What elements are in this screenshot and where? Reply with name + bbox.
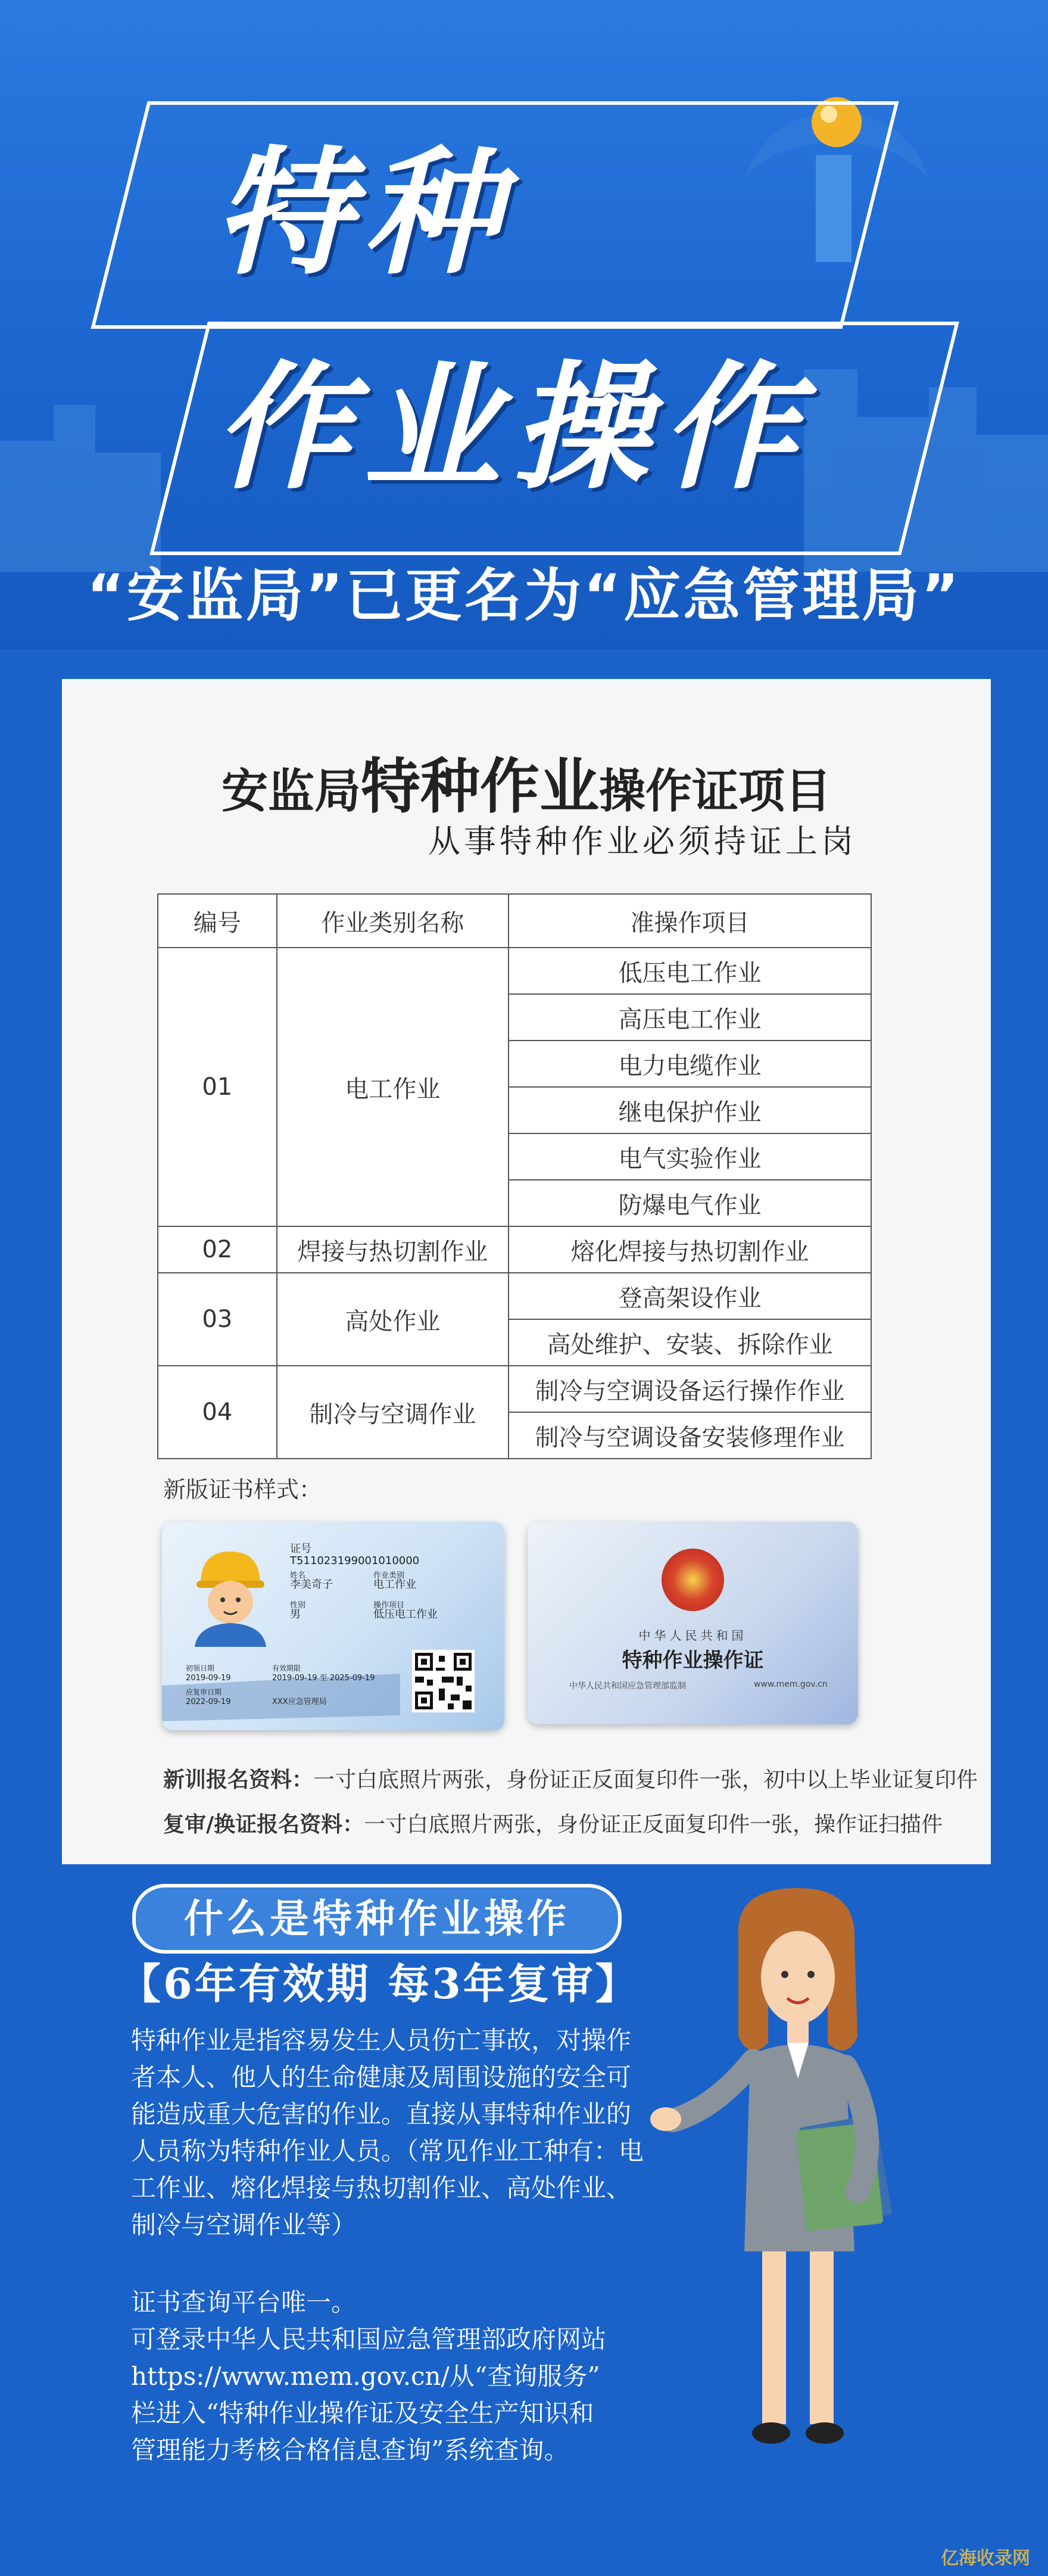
first-date-label: 初领日期	[186, 1664, 215, 1672]
group-number: 04	[158, 1366, 277, 1459]
holder-item: 低压电工作业	[373, 1608, 438, 1621]
query-line: 管理能力考核合格信息查询”系统查询。	[131, 2435, 569, 2465]
national-emblem-icon	[662, 1549, 724, 1611]
qr-code-icon	[412, 1650, 475, 1712]
item-cell: 电气实验作业	[509, 1133, 871, 1180]
renewal-label: 复审/换证报名资料：	[163, 1812, 364, 1837]
document-title-prefix: 安监局	[221, 765, 361, 818]
item-cell: 高处维护、安装、拆除作业	[509, 1319, 871, 1366]
document-title-suffix: 操作证项目	[599, 765, 832, 818]
group-number: 03	[158, 1273, 277, 1366]
document-title	[62, 739, 991, 824]
renewal-note	[163, 1808, 943, 1838]
card-title: 特种作业操作证	[622, 1649, 764, 1672]
group-number: 02	[158, 1226, 277, 1273]
query-line: 栏进入“特种作业操作证及安全生产知识和	[131, 2399, 594, 2428]
valid-period: 2019-09-19 至 2025-09-19	[272, 1674, 375, 1683]
item-cell: 防爆电气作业	[509, 1180, 871, 1226]
item-cell: 继电保护作业	[509, 1087, 871, 1133]
holder-category: 电工作业	[373, 1578, 416, 1591]
certificate-card-back	[528, 1522, 858, 1724]
query-line: 可登录中华人民共和国应急管理部政府网站	[131, 2325, 607, 2354]
holder-gender: 男	[290, 1608, 301, 1621]
new-training-note	[163, 1763, 978, 1793]
query-instructions	[131, 2284, 667, 2469]
renewal-text: 一寸白底照片两张，身份证正反面复印件一张，操作证扫描件	[364, 1812, 943, 1837]
query-line: https://www.mem.gov.cn/从“查询服务”	[131, 2362, 600, 2391]
item-cell: 熔化焊接与热切割作业	[509, 1226, 871, 1273]
card-issuer: XXX应急管理局	[272, 1697, 327, 1706]
table-row	[158, 1273, 871, 1319]
category-label: 作业类别	[373, 1571, 405, 1580]
cert-number: T511023199001010000	[290, 1555, 420, 1567]
gender-label: 性别	[290, 1601, 306, 1610]
card-country: 中华人民共和国	[638, 1628, 747, 1643]
item-cell: 低压电工作业	[509, 948, 871, 994]
title-line-1: 特种	[214, 135, 512, 294]
validity-banner: 【6年有效期 每3年复审】	[119, 1959, 640, 2008]
cert-number-label: 证号	[290, 1543, 311, 1555]
group-category: 高处作业	[277, 1273, 509, 1366]
table-row	[158, 1226, 871, 1273]
review-date: 2022-09-19	[186, 1697, 231, 1706]
card-supervisor: 中华人民共和国应急管理部监制	[569, 1681, 686, 1691]
new-training-label: 新训报名资料：	[163, 1768, 314, 1792]
site-watermark: 亿海收录网	[941, 2548, 1030, 2569]
section-heading-pill: 什么是特种作业操作	[132, 1884, 622, 1954]
card-url: www.mem.gov.cn	[754, 1680, 828, 1689]
group-category: 电工作业	[277, 948, 509, 1226]
certificate-card-front	[162, 1522, 504, 1730]
table-header-row	[158, 894, 871, 948]
item-cell: 制冷与空调设备运行操作作业	[509, 1366, 871, 1412]
table-row	[158, 1366, 871, 1412]
item-cell: 电力电缆作业	[509, 1041, 871, 1087]
header-banner	[0, 0, 1048, 649]
review-date-label: 应复审日期	[186, 1688, 222, 1696]
header-number: 编号	[158, 894, 277, 948]
new-training-text: 一寸白底照片两张，身份证正反面复印件一张，初中以上毕业证复印件	[313, 1768, 978, 1792]
presenter-woman-illustration	[649, 1882, 917, 2478]
document-title-highlight: 特种作业	[361, 752, 599, 821]
group-category: 焊接与热切割作业	[277, 1226, 509, 1273]
document-subtitle: 从事特种作业必须持证上岗	[428, 823, 857, 860]
certificate-info-panel	[62, 679, 991, 1864]
worker-avatar-icon	[186, 1543, 275, 1647]
sample-label: 新版证书样式：	[163, 1477, 322, 1503]
header-subtitle: “安监局”已更名为“应急管理局”	[86, 562, 962, 629]
query-line: 证书查询平台唯一。	[131, 2288, 357, 2317]
item-cell: 登高架设作业	[509, 1273, 871, 1319]
item-cell: 制冷与空调设备安装修理作业	[509, 1412, 871, 1459]
table-row	[158, 948, 871, 994]
header-items: 准操作项目	[509, 894, 871, 948]
item-cell: 高压电工作业	[509, 994, 871, 1041]
group-category: 制冷与空调作业	[277, 1366, 509, 1459]
group-number: 01	[158, 948, 277, 1226]
first-date: 2019-09-19	[186, 1674, 231, 1683]
holder-name: 李美奇子	[290, 1578, 333, 1591]
title-line-2: 作业操作	[214, 349, 810, 508]
item-label: 操作项目	[373, 1601, 405, 1610]
valid-label: 有效期限	[272, 1664, 301, 1672]
name-label: 姓名	[290, 1571, 306, 1580]
definition-paragraph: 特种作业是指容易发生人员伤亡事故，对操作者本人、他人的生命健康及周围设施的安全可能造成重大危害的作业。直接从事特种作业的人员称为特种作业人员。（常见作业工种有：电工作业、熔化焊接与热切割作业、高处作业、制冷与空调作业等）	[131, 2026, 644, 2239]
project-table	[157, 893, 872, 1459]
header-category: 作业类别名称	[277, 894, 509, 948]
